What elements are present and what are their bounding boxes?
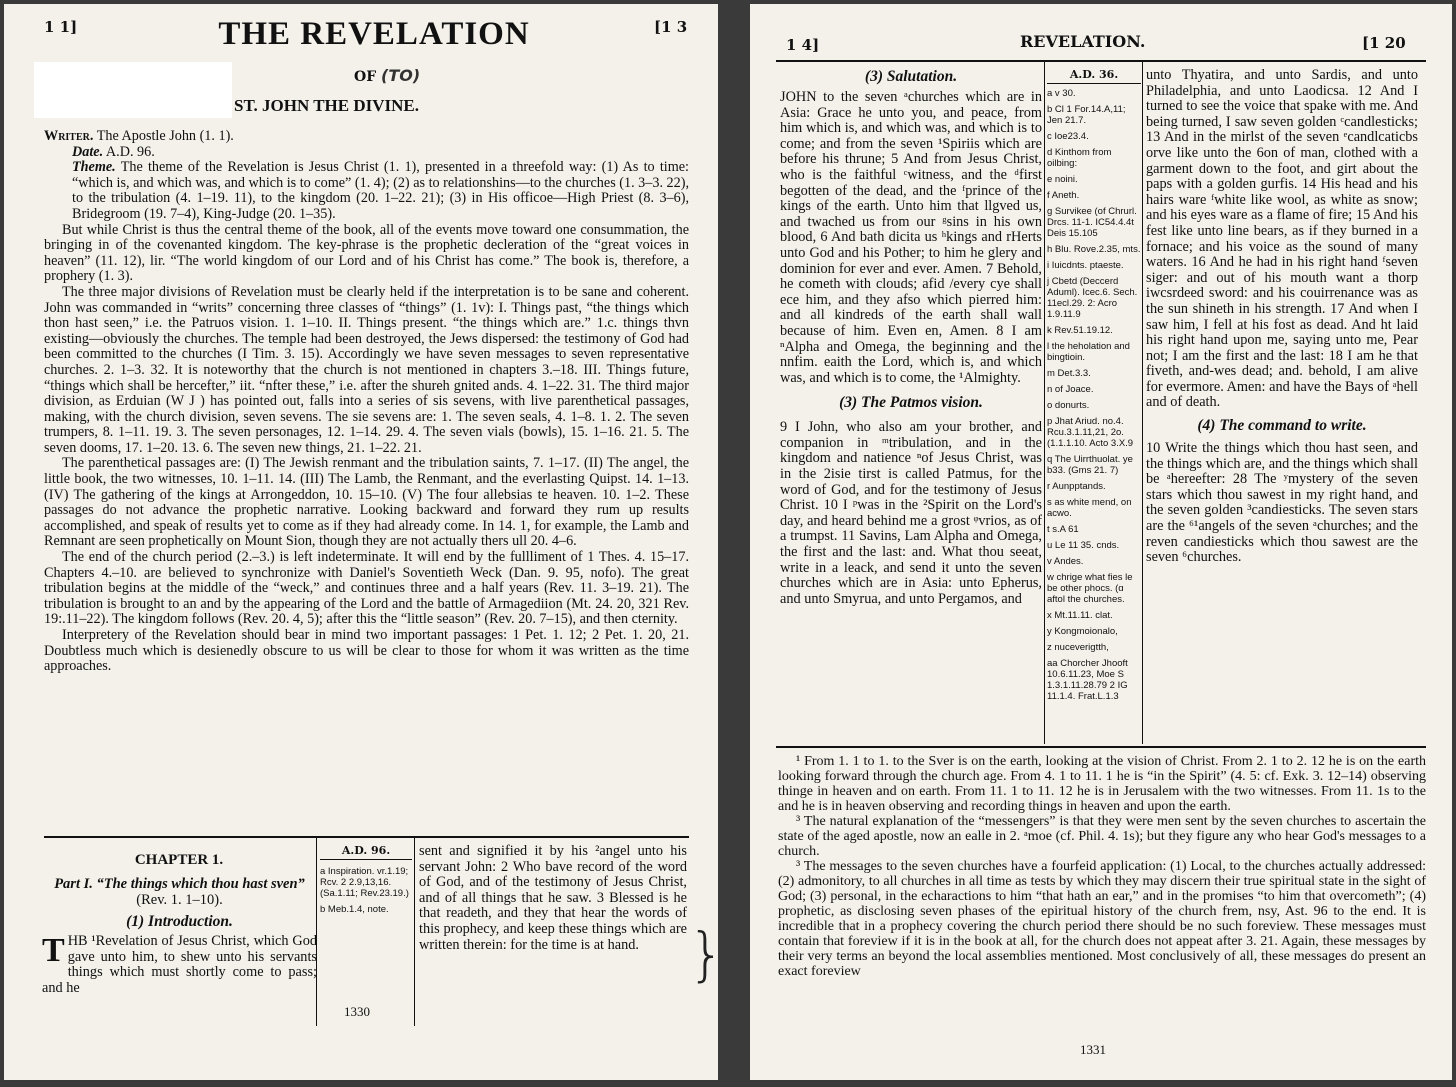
writer-line: [44, 129, 689, 145]
margin-note: o donurts.: [1047, 400, 1090, 411]
section-rule: [44, 836, 689, 838]
margin-note: s as white mend, on acwo.: [1047, 497, 1132, 519]
date-line: [44, 145, 689, 161]
margin-note: g Survikee (of Chrurl. Drcs. 11-1. IC54.4.4t Deis 15.105: [1047, 206, 1137, 239]
margin-note: j Cbetd (Deccerd Aduml). Icec.6. Sech. 11ecl.29. 2: Acro 1.9.11.9: [1047, 276, 1138, 320]
margin-note-b: b Meb.1.4, note.: [320, 904, 389, 915]
right-header-ref-right: [1 20: [1362, 34, 1406, 52]
book-subtitle: ST. JOHN THE DIVINE.: [234, 96, 419, 115]
page-number-left: 1330: [344, 1004, 370, 1019]
margin-notes: [320, 866, 412, 915]
margin-note: l the heholation and bingtioin.: [1047, 341, 1130, 363]
date-value: A.D. 96.: [105, 143, 155, 160]
margin-note: aa Chorcher Jhooft 10.6.11.23, Moe S 1.3.1.11.28.79 2 IG 11.1.4. Frat.L.1.3: [1047, 658, 1128, 702]
margin-note: v Andes.: [1047, 556, 1084, 567]
part-ref: (Rev. 1. 1–10).: [136, 892, 223, 908]
footnote-1: ¹ From 1. 1 to 1. to the Sver is on the earth, looking at the vision of Christ. From 2. 1 to 2. 12 he is on the earth looking forward through the church age. From 4. 1 to 11. 1 he is “in the Spirit” (4. 5: cf. Exk. 3. 12–14) observing thinge in heaven and on earth. From 11. 1 to 11. 12 he is in Jerusalem with the two witnesses. From 11. 1s to the and he is in heaven observing and recording things in heaven and upon the earth.: [778, 754, 1426, 814]
margin-note: u Le 11 35. cnds.: [1047, 540, 1120, 551]
part-heading: [42, 876, 317, 908]
margin-note: m Det.3.3.: [1047, 368, 1091, 379]
margin-note: h Blu. Rove.2.35, mts.: [1047, 244, 1141, 255]
ad-date-right: A.D. 36.: [1047, 68, 1141, 84]
chapter-title: CHAPTER 1.: [134, 852, 224, 868]
margin-note: f Aneth.: [1047, 190, 1080, 201]
verses-2-3: sent and signified it by his ²angel unto his servant John: 2 Who bave record of the word of God, and of the testimony of Jesus Christ, and of all things that he saw. 3 Blessed is he that readeth, and they that hear the words of this prophecy, and keep these things which are written therein: for the time is at hand.: [419, 843, 687, 953]
right-col-1: [780, 68, 1042, 607]
margin-notes-right: [1047, 88, 1141, 702]
margin-note: n of Joace.: [1047, 384, 1094, 395]
margin-note: c Ioe23.4.: [1047, 131, 1089, 142]
margin-note: t s.A 61: [1047, 524, 1079, 535]
verses-9-11: 9 I John, who also am your brother, and companion in ᵐtribulation, and in the kingdom and natience ⁿof Jesus Christ, was in the 2isie tirst is called Patmus, for the word of God, and for the testimony of Jesus Christ. 10 I ᵖwas in the ²Spirit on the Lord's day, and heard behind me a grost ᵠvrios, as of a trumpst. 11 Savins, Lam Alpha and Omega, the first and the last: and. What thou seeat, write in a leack, and send it unto the seven churches which are in Asia: unto Epherus, and unto Smyrua, and unto Pergamos, and: [780, 419, 1042, 607]
title-of: [354, 66, 420, 85]
right-col-rule-2: [1142, 62, 1143, 744]
verse-1: [42, 934, 317, 996]
left-header-ref: 1 1]: [44, 18, 78, 36]
chapter-column: [42, 876, 317, 996]
date-label: Date.: [72, 143, 104, 160]
of-word: OF: [354, 69, 377, 85]
command-heading: (4) The command to write.: [1197, 417, 1367, 435]
margin-note: d Kinthom from oilbing:: [1047, 147, 1112, 169]
theme-para: [44, 160, 689, 222]
margin-note: q The Uirrthuolat. ye b33. (Gms 21. 7): [1047, 454, 1133, 476]
part-title: Part I. “The things which thou hast sven”: [54, 876, 305, 892]
verses-11-18: unto Thyatira, and unto Sardis, and unto Philadelphia, and unto Laodicsa. 12 And I turned to see the voice that spake with me. And being turned, I saw seven golden ᶜcandlesticks; 13 And in the mirlst of the seven ᵉcandlcaticbs orve like unto the 6on of man, clothed with a garment down to the foot, and girt about the paps with a golden gurfis. 14 His head and his hairs ware ᶠwhite like wool, as white as snow; and his eyes ware as a flame of fire; 15 And his fest like unto line bears, as if they burned in a fornace; and his voice as the sound of many waters. 16 And he had in his right hand ᶠseven siger: and out of his mouth want a thorp iwcsrdeed sword: and his couirrenance was as the sun shineth in his strength. 17 And when I saw him, I fell at his fost as dead. And ht laid his right hand upon me, saying unto me, Pear not; I am the first and the last: 18 I am he that fiveth, and-wes dead; and. behold, I am alive for evermore. Amen: and have the Bays of ᵃhell and of death.: [1146, 67, 1418, 411]
writer-label: Writer.: [44, 128, 94, 144]
margin-note: y Kongmoionalo,: [1047, 626, 1118, 637]
ad-date: A.D. 96.: [320, 844, 412, 860]
footnote-3: ³ The messages to the seven churches have a fourfeid application: (1) Local, to the churches actually addressed: (2) admonitory, to all churches in all time as tests by which they may discern their true spiritual state in the sight of God; (3) personal, in the echaractions to him “that hath an ear,” and in the promises “to him that overcometh”; (4) prophetic, as disclosing seven phases of the epiritual history of the church frem, nsy, Ast. 96 to the end. It is incredible that in a prophecy covering the church period there should be no such foreview. These messages must contain that foreview if it is in the book at all, for the church does not appeat after 3. 21. Again, these messages by their very terms an beyond the local assemblies mentioned. Most conclusively of all, these messages do present an exact foreview: [778, 859, 1426, 979]
footnotes: [778, 754, 1426, 979]
patmos-heading: (3) The Patmos vision.: [839, 394, 983, 412]
intro-para-1: But while Christ is thus the central theme of the book, all of the events move toward one consummation, the bringing in of the covenanted kingdom. The key-phrase is the prophetic decleration of the “great voices in heaven” (11. 12), lir. “The world kingdom of our Lord and of his Christ has come.” The book is, therefore, a prophery (1. 3).: [44, 221, 689, 285]
intro-para-3: The parenthetical passages are: (I) The Jewish renmant and the tribulation saints, 7. 1–17. (II) The angel, the little book, the two witnesses, 10. 1–11. 14. (III) The Lamb, the Renmant, and the everlasting Quipst. 14. 1–13. (IV) The gathering of the kings at Arrongeddon, 10. 15–10. (V) The four allebsias te heaven. 10. 1–2. These passages do not advance the prophetic narrative. Looking backward and forward they rum up results accomplished, and speak of results yet to come as if they had already come. In 14. 1, for example, the Lamb and Remnant are seen prophetically on Mount Sion, though they are not actually thers ull 20. 4–6.: [44, 455, 689, 550]
handwritten-annotation: (TO): [381, 66, 421, 85]
verse-1-text: HB ¹Revelation of Jesus Christ, which God gave unto him, to shew unto his servants things which must shortly come to pass; and he: [42, 933, 317, 996]
verses-19-20: 10 Write the things which thou hast seen, and the things which are, and the things which shall be ᵃhereefter: 28 The ʸmystery of the seven stars which thou sawest in my right hand, and the seven golden ³candiesticks. The seven stars are the ⁶¹angels of the seven ᵃchurches; and the reven candiesticks which thou sawest are the seven ⁶churches.: [1146, 440, 1418, 566]
handwritten-brace: }: [688, 920, 725, 988]
margin-note: i Iuicdnts. ptaeste.: [1047, 260, 1124, 271]
right-header-title: REVELATION.: [1020, 32, 1146, 51]
footnote-2: ³ The natural explanation of the “messengers” is that they were men sent by the seven churches to ascertain the state of the aged apostle, now an ealle in 2. ᵃmoe (cf. Phil. 4. 1s); but they figure any who hear God's messages to a church.: [778, 814, 1426, 859]
margin-note: e noini.: [1047, 174, 1078, 185]
column-rule-2: [414, 836, 415, 1026]
margin-note: z nuceverigtth,: [1047, 642, 1109, 653]
right-page: [750, 4, 1452, 1080]
theme-label: Theme.: [72, 159, 116, 176]
intro-para-4: The end of the church period (2.–3.) is left indeterminate. It will end by the fullliment of 1 Thes. 4. 15–17. Chapters 4.–10. are believed to synchronize with Daniel's Soventieth Weck (Dan. 9. 95, nofo). The great tribulation begins at the middle of the “weck,” and continues three and a half years (Rev. 11. 3–19. 21). The tribulation is brought to an and by the appearing of the Lord and the battle of Armagediion (Mt. 24. 20, 321 Rev. 19:.11–22). The kingdom follows (Rev. 20. 4, 5); after this the “little season” (Rev. 20. 7–15), and then cternity.: [44, 549, 689, 628]
intro-para-2: The three major divisions of Revelation must be clearly held if the interpretation is to be sane and coherent. John was commanded in “writs” concerning three classes of “things” (1. 1v): I. Things past, “the things which thon hast seen,” i.e. the Patruos vision. 1. 1–10. II. Things present. “the things which are.” 1.c. things thvn existing—obviously the churches. The temple had been destroyed, the Jews dispersed: the testimony of God had been committed to the churches (I Tim. 3. 15). Accordingly we have seven messages to seven representative churches. 2. 1–3. 32. It is noteworthy that the church is not mentioned in chapters 3.–18. III. Things future, “things which shall be hercefter,” iit. “nfter these,” i.e. after the shureh gnited ands. 4. 1–22. 31. The third major division, as Erduian (W J ) has pointed out, falls into a series of sis sevens, with live parenthetical passages, making, with the church division, seven sevens. The sie sevens are: 1. The seven seals, 4. 1–8. 1. 2. The seven trumpers, 8. 1–11. 19. 3. The seven personages, 12. 1–14. 29. 4. The seven vials (bowls), 15. 1–16. 21. 5. The seven dooms, 17. 1–20. 13. 6. The seven new things, 21. 1–22. 21.: [44, 283, 689, 456]
book-title: THE REVELATION: [218, 16, 530, 52]
margin-note: w chrige what fies le be other phocs. (ɑ aftol the churches.: [1047, 572, 1133, 605]
drop-cap: T: [42, 932, 65, 969]
right-margin-refs: [1047, 68, 1141, 742]
theme-text: The theme of the Revelation is Jesus Christ (1. 1), presented in a threefold way: (1) As to time: “which is, and which was, and which is to come” (1. 4); (2) as to relationshins—to the churches (1. 3–3. 22), to the tribulation (4. 1–19. 11), to the kingdom (20. 1–22. 21); (3) in His officoe—High Priest (8. 3–6), Bridegroom (19. 7–4), King-Judge (20. 1–35).: [72, 159, 690, 222]
right-col-2: [1146, 68, 1418, 566]
intro-para-5: Interpretery of the Revelation should bear in mind two important passages: 1 Pet. 1. 12; 2 Pet. 1. 20, 21. Doubtless much which is desienedly obscure to us will be clear to those for whom it was written as the time approaches.: [44, 627, 689, 675]
left-page: [4, 4, 725, 1080]
introduction-heading: (1) Introduction.: [126, 913, 233, 930]
margin-note: a v 30.: [1047, 88, 1076, 99]
margin-note-a: a Inspiration. vr.1.19; Rcv. 2 2.9,13,16. (Sa.1.11; Rev.23.19.): [320, 866, 409, 899]
header-rule: [776, 60, 1426, 62]
page-number-right: 1331: [1080, 1042, 1106, 1057]
footnote-rule: [776, 746, 1426, 748]
margin-note: k Rev.51.19.12.: [1047, 325, 1113, 336]
writer-value: The Apostle John (1. 1).: [96, 128, 234, 144]
margin-note: x Mt.11.11. clat.: [1047, 610, 1113, 621]
margin-note: b Cl 1 For.14.A,11; Jen 21.7.: [1047, 104, 1126, 126]
right-header-ref: 1 4]: [786, 36, 820, 54]
salutation-heading: (3) Salutation.: [864, 68, 958, 85]
right-col-rule-1: [1044, 62, 1045, 744]
introduction: [44, 129, 689, 675]
left-margin-refs: [320, 844, 412, 920]
verses-4-8: JOHN to the seven ᵃchurches which are in Asia: Grace he unto you, and peace, from him which is, and which was, and which is to come; and from the seven ¹Spiriis which are before his thrune; 5 And from Jesus Christ, who is the faithful ᶜwitness, and the ᵈfirst begotten of the dead, and the ᶠprince of the kings of the earth. Unto him that llgved us, and twached us from our ᵍsins in his own blood, 6 And bath dicita us ʰkings and rHerts unto God and his Pother; to him he glery and dominion for ever and ever. Amen. 7 Behold, he cometh with clouds; afid /every cye shall ece him, and they afso which pierred him: and all kindreds of the earth shall wall because of him. Even en, Amen. 8 I am ⁿAlpha and Omega, the beginning and the nnfim. eaith the Lord, which is, and which was, and which is to come, the ¹Almighty.: [780, 89, 1042, 386]
margin-note: p Jhat Ariud. no.4. Rcu.3.1.11,21, 2o. (1.1.1.10. Acto 3.X.9: [1047, 416, 1134, 449]
redaction-box: [34, 62, 232, 118]
left-header-ref-right: [1 3: [654, 18, 688, 36]
margin-note: r Aunpptands.: [1047, 481, 1106, 492]
